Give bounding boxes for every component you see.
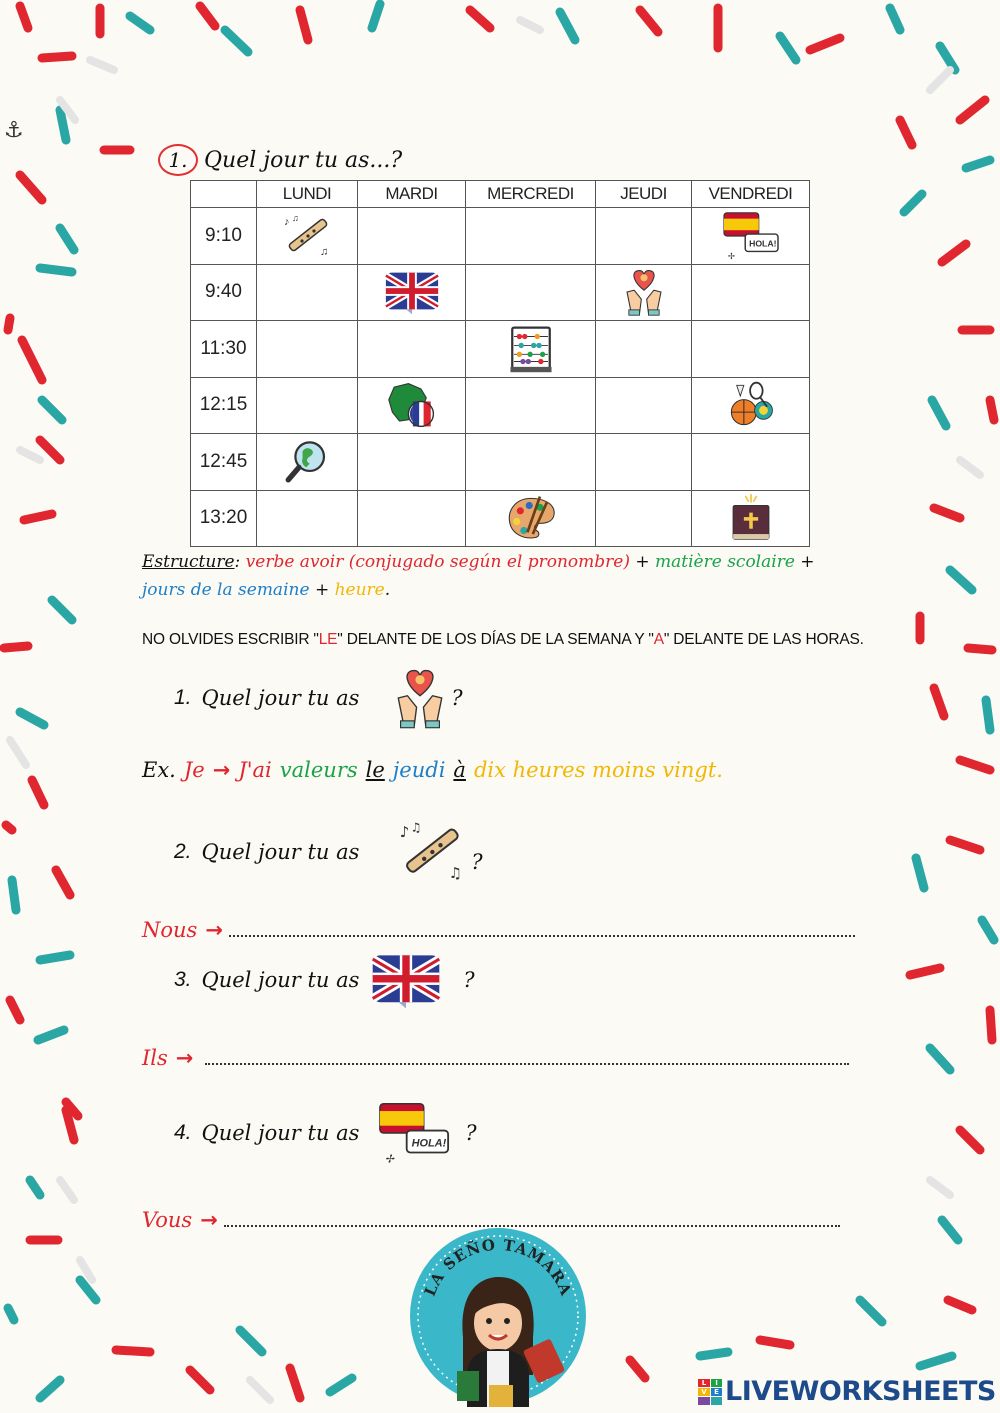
exercise-number: 1. <box>158 144 198 176</box>
schedule-cell <box>596 434 692 491</box>
answer-row-ils <box>142 1046 849 1070</box>
structure-time: heure <box>334 580 385 600</box>
question-number: 1. <box>174 686 192 709</box>
sports-balls-icon <box>722 380 780 430</box>
structure-plus: + <box>635 552 650 572</box>
note-a: A <box>653 631 664 648</box>
values-hands-heart-icon <box>617 267 671 317</box>
question-number: 3. <box>174 968 192 991</box>
schedule-cell <box>466 377 596 434</box>
globe-magnifier-icon <box>280 437 334 487</box>
question-text: Quel jour tu as <box>201 1121 360 1145</box>
seno-tamara-logo <box>407 1225 589 1407</box>
structure-day: jours de la semaine <box>142 580 310 600</box>
schedule-cell <box>466 264 596 321</box>
example-le: le <box>365 758 385 782</box>
schedule-cell <box>692 264 810 321</box>
note-text: NO OLVIDES ESCRIBIR " <box>142 631 319 648</box>
schedule-cell <box>466 434 596 491</box>
question-mark: ? <box>451 686 463 710</box>
note-text: " DELANTE DE LOS DÍAS DE LA SEMANA Y " <box>337 631 654 648</box>
svg-text:LA SEÑO TAMARA: LA SEÑO TAMARA <box>420 1235 576 1299</box>
arrow-right-icon: → <box>212 758 231 782</box>
schedule-cell <box>257 377 358 434</box>
schedule-cell <box>257 434 358 491</box>
schedule-cell <box>358 377 466 434</box>
question-2 <box>174 818 483 886</box>
day-header: JEUDI <box>596 181 692 208</box>
answer-pronoun: Vous <box>142 1208 193 1232</box>
structure-plus: + <box>800 552 815 572</box>
day-header: VENDREDI <box>692 181 810 208</box>
instruction-note <box>142 631 864 649</box>
structure-verb: verbe avoir (conjugado según el pronombre) <box>245 552 630 572</box>
time-cell: 12:15 <box>191 377 257 434</box>
structure-text: Estructure: verbe avoir (conjugado según el pronombre) + matière scolaire + jours de la semaine + heure. <box>142 552 815 600</box>
schedule-row <box>191 490 810 547</box>
question-text: Quel jour tu as <box>201 840 360 864</box>
answer-input-line[interactable] <box>205 1051 849 1065</box>
question-number: 4. <box>174 1121 192 1144</box>
schedule-cell <box>596 490 692 547</box>
example-pronoun: Je <box>183 758 205 782</box>
schedule-cell <box>466 321 596 378</box>
schedule-cell <box>596 321 692 378</box>
schedule-cell <box>257 208 358 265</box>
france-map-flag-icon <box>383 380 441 430</box>
time-cell: 12:45 <box>191 434 257 491</box>
answer-pronoun: Nous <box>142 918 198 942</box>
flute-icon <box>391 818 471 886</box>
schedule-cell <box>596 377 692 434</box>
schedule-table <box>190 180 810 547</box>
abacus-icon <box>504 324 558 374</box>
structure-end: . <box>384 580 391 600</box>
example-verb: J'ai <box>238 758 272 782</box>
flute-icon <box>280 211 334 261</box>
question-4 <box>174 1098 477 1168</box>
schedule-cell <box>358 208 466 265</box>
answer-pronoun: Ils <box>142 1046 168 1070</box>
paint-palette-icon <box>502 493 560 543</box>
time-cell: 13:20 <box>191 490 257 547</box>
religion-bible-icon <box>722 493 780 543</box>
question-mark: ? <box>465 1121 477 1145</box>
answer-row-nous <box>142 918 855 942</box>
anchor-icon: ⚓ <box>4 118 24 143</box>
structure-label: Estructure <box>142 552 235 572</box>
arrow-right-icon: → <box>205 918 223 942</box>
day-header: LUNDI <box>257 181 358 208</box>
day-header: MARDI <box>358 181 466 208</box>
liveworksheets-label: LIVEWORKSHEETS <box>725 1376 996 1407</box>
example-day: jeudi <box>392 758 446 782</box>
exercise-title: Quel jour tu as...? <box>204 147 403 173</box>
time-cell: 11:30 <box>191 321 257 378</box>
schedule-cell <box>466 208 596 265</box>
schedule-row <box>191 264 810 321</box>
exercise-heading <box>158 144 402 176</box>
uk-flag-icon <box>369 950 443 1010</box>
question-1 <box>174 666 463 730</box>
time-cell: 9:10 <box>191 208 257 265</box>
time-cell: 9:40 <box>191 264 257 321</box>
schedule-row <box>191 377 810 434</box>
schedule-cell <box>358 321 466 378</box>
liveworksheets-brand <box>698 1376 996 1407</box>
schedule-row <box>191 208 810 265</box>
example-a: à <box>453 758 466 782</box>
schedule-cell <box>596 264 692 321</box>
structure-plus: + <box>314 580 330 600</box>
schedule-cell <box>358 434 466 491</box>
arrow-right-icon: → <box>175 1046 194 1070</box>
note-text: " DELANTE DE LAS HORAS. <box>663 631 864 648</box>
question-text: Quel jour tu as <box>201 968 360 992</box>
schedule-cell <box>257 490 358 547</box>
schedule-cell <box>596 208 692 265</box>
question-3 <box>174 950 475 1010</box>
spanish-flag-hola-icon <box>375 1098 453 1168</box>
schedule-cell <box>692 434 810 491</box>
values-hands-heart-icon <box>389 666 451 730</box>
note-le: LE <box>318 631 338 648</box>
schedule-cell <box>692 208 810 265</box>
schedule-cell <box>358 490 466 547</box>
schedule-cell <box>358 264 466 321</box>
example-sentence <box>142 758 723 782</box>
example-prefix: Ex. <box>142 758 176 782</box>
schedule-row <box>191 434 810 491</box>
schedule-cell <box>466 490 596 547</box>
schedule-cell <box>257 264 358 321</box>
schedule-cell <box>257 321 358 378</box>
question-mark: ? <box>463 968 475 992</box>
question-text: Quel jour tu as <box>201 686 360 710</box>
question-mark: ? <box>471 850 483 874</box>
answer-input-line[interactable] <box>229 923 855 937</box>
schedule-row <box>191 321 810 378</box>
structure-subject: matière scolaire <box>655 552 795 572</box>
arrow-right-icon: → <box>200 1208 218 1232</box>
example-subject: valeurs <box>279 758 358 782</box>
question-number: 2. <box>174 840 192 863</box>
liveworksheets-logo-icon: L I V E <box>698 1379 722 1405</box>
example-time: dix heures moins vingt. <box>473 758 723 782</box>
schedule-cell <box>692 377 810 434</box>
schedule-corner-cell <box>191 181 257 208</box>
spanish-flag-hola-icon <box>720 209 782 263</box>
schedule-header-row <box>191 181 810 208</box>
schedule-cell <box>692 490 810 547</box>
schedule-cell <box>692 321 810 378</box>
day-header: MERCREDI <box>466 181 596 208</box>
uk-flag-icon <box>383 269 441 315</box>
